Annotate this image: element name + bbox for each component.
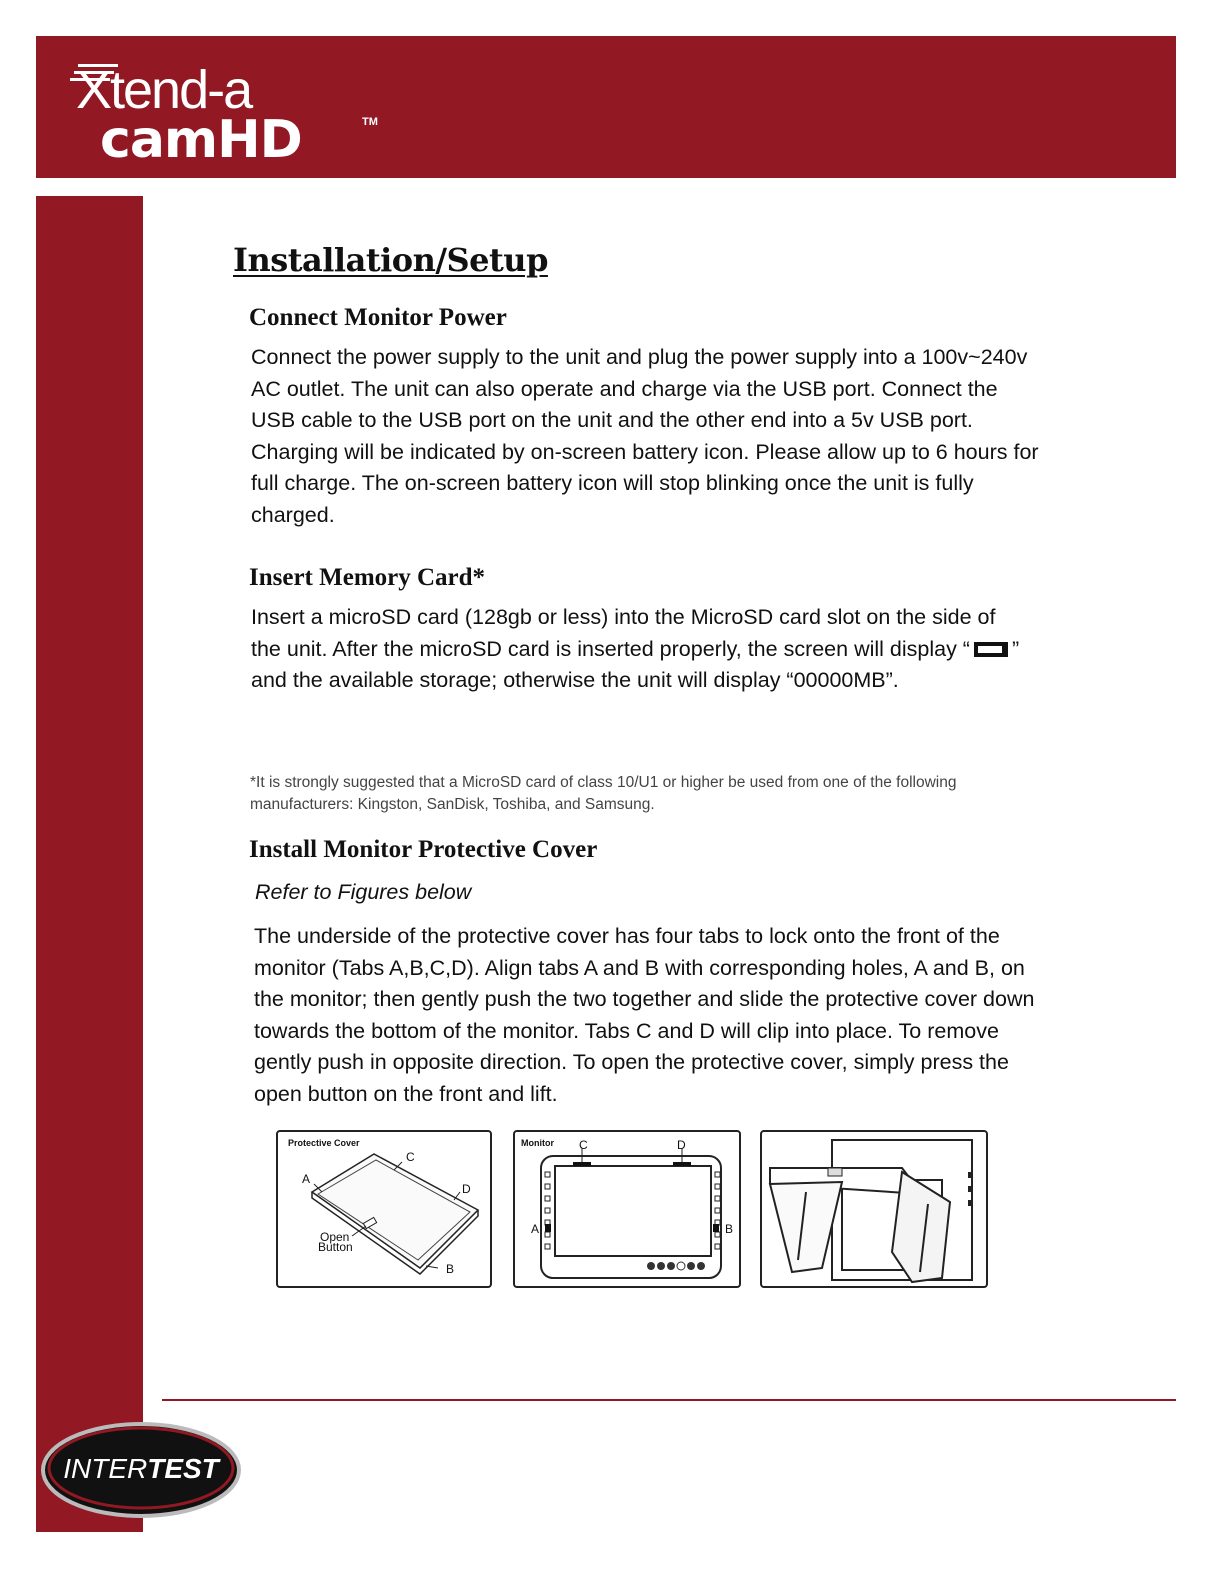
logo-bottom-text: camHD (100, 110, 302, 170)
memory-card-footnote: *It is strongly suggested that a MicroSD card of class 10/U1 or higher be used from one of the following manufacturers: Kingston, SanDisk, Toshiba, and Samsung. (250, 774, 957, 813)
sd-card-icon (974, 642, 1008, 657)
intertest-logo (40, 1420, 242, 1518)
figures-reference: Refer to Figures below (255, 880, 472, 904)
tab-letter-b: B (725, 1222, 734, 1236)
section-paragraph-power: Connect the power supply to the unit and plug the power supply into a 100v~240v AC outlet. The unit can also operate and charge via the USB port. Connect the USB cable to the USB port on the unit and the other end into a 5v USB port. Charging will be indicated by on-screen battery icon. Please allow up to 6 hours for full charge. The on-screen battery icon will stop blinking once the unit is fully charged. (251, 345, 1039, 527)
tab-letter-a: A (531, 1222, 540, 1236)
memory-card-text-part2: ” and the available storage; otherwise the unit will display “00000MB”. (251, 636, 1020, 692)
side-band (36, 196, 143, 1532)
footer-divider (162, 1399, 1176, 1401)
intertest-badge (40, 1420, 242, 1518)
figure-protective-cover (276, 1130, 492, 1288)
xtend-a-camhd-logo (70, 58, 400, 168)
tab-letter-c: C (579, 1138, 588, 1152)
cover-open-drawing (762, 1132, 986, 1286)
button-label: Button (318, 1240, 353, 1254)
figure-label: Protective Cover (288, 1138, 360, 1148)
trademark-mark: TM (362, 116, 378, 128)
page-title: Installation/Setup (233, 241, 548, 279)
section-heading-protective-cover: Install Monitor Protective Cover (249, 836, 598, 863)
memory-card-text-part1: Insert a microSD card (128gb or less) into the MicroSD card slot on the side of the unit. After the microSD card is inserted properly, the screen will display “ (251, 605, 996, 661)
monitor-drawing (515, 1132, 739, 1286)
section-paragraph-memory-card (251, 602, 1021, 697)
figure-monitor (513, 1130, 741, 1288)
tab-letter-d: D (462, 1182, 471, 1196)
open-label: Open (320, 1230, 350, 1244)
figure-cover-open (760, 1130, 988, 1288)
tab-letter-d: D (677, 1138, 686, 1152)
tab-letter-b: B (446, 1262, 455, 1276)
section-heading-power: Connect Monitor Power (249, 304, 507, 331)
figure-label: Monitor (521, 1138, 554, 1148)
section-paragraph-protective-cover: The underside of the protective cover has four tabs to lock onto the front of the monitor (Tabs A,B,C,D). Align tabs A and B with corresponding holes, A and B, on the monitor; then gently push the two together and slide the protective cover down towards the bottom of the monitor. Tabs C and D will clip into place. To remove gently push in opposite direction. To open the protective cover, simply press the open button on the front and lift. (254, 924, 1035, 1106)
tab-letter-c: C (406, 1150, 415, 1164)
protective-cover-drawing (278, 1132, 490, 1286)
tab-letter-a: A (302, 1172, 311, 1186)
svg-text:INTERTEST: INTERTEST (63, 1453, 219, 1484)
logo-top-text: Xtend-a (76, 60, 252, 120)
section-heading-memory-card: Insert Memory Card* (249, 564, 486, 591)
